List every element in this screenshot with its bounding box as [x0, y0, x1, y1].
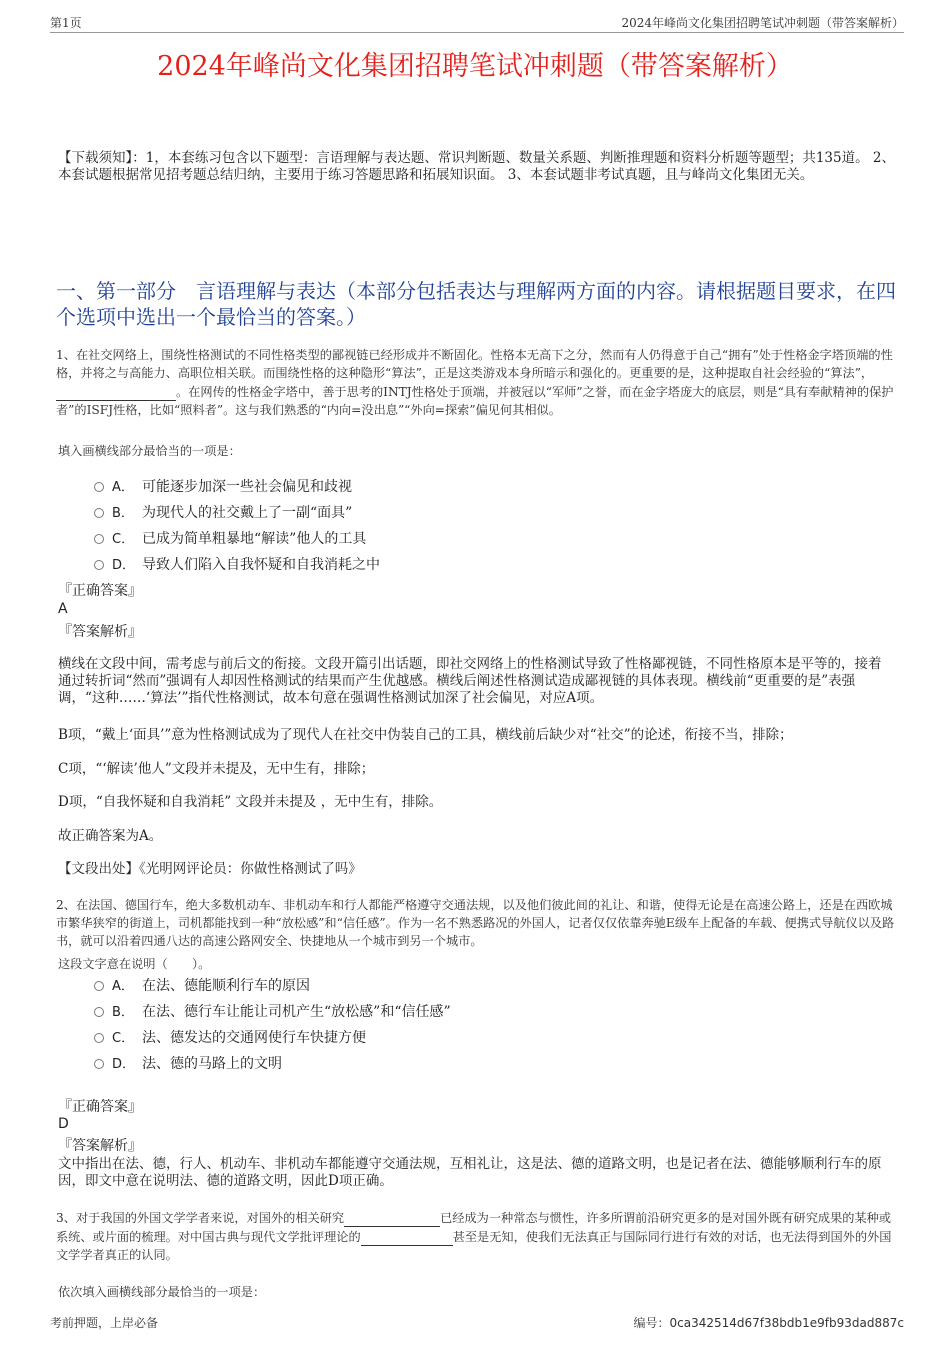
analysis-paragraph: D项，“自我怀疑和自我消耗” 文段并未提及 ，无中生有，排除。	[58, 794, 443, 810]
radio-icon[interactable]	[94, 1007, 104, 1017]
question-1-stem: 1、在社交网络上，围绕性格测试的不同性格类型的鄙视链已经形成并不断固化。性格本无高下之分，然而有人仍得意于自己“拥有”处于性格金字塔顶端的性格，并将之与高能力、高职位相关联。而围绕性格的这种隐形“算法”，正是这类游戏本身所暗示和强化的。更重要的是，这种提取自社会经验的“算法”， 。在网传的性格金字塔中，善于思考的INTJ性格处于顶端，并被冠以“军师”之誉，而在金字塔庞大的底层，则是“具有奉献精神的保护者”的ISFJ性格，比如“照料者”。这与我们熟悉的“内向=没出息”“外向=探索”偏见何其相似。	[56, 348, 894, 417]
page-header	[50, 14, 904, 33]
analysis-label: 『答案解析』	[58, 624, 142, 640]
document-title: 2024年峰尚文化集团招聘笔试冲刺题（带答案解析）	[157, 51, 793, 82]
correct-answer-label: 『正确答案』	[58, 583, 142, 599]
option-b[interactable]: B． 在法、德行车让能让司机产生“放松感”和“信任感”	[94, 999, 451, 1025]
page-footer	[50, 1314, 904, 1331]
radio-icon[interactable]	[94, 534, 104, 544]
option-c[interactable]: C． 已成为简单粗暴地“解读”他人的工具	[94, 526, 380, 552]
passage-source: 【文段出处】《光明网评论员：你做性格测试了吗》	[58, 861, 362, 877]
page-number: 第1页	[50, 16, 82, 30]
radio-icon[interactable]	[94, 981, 104, 991]
analysis-paragraph: 横线在文段中间，需考虑与前后文的衔接。文段开篇引出话题，即社交网络上的性格测试导致了性格鄙视链，不同性格原本是平等的，接着通过转折词“然而”强调有人却因性格测试的结果而产生优越感。横线后阐述性格测试造成鄙视链的具体表现。横线前“更重要的是”表强调，“这种……‘算法’”指代性格测试，故本句意在强调性格测试加深了社会偏见，对应A项。	[58, 656, 882, 706]
fill-blank	[344, 1208, 440, 1227]
question-2-stem: 2、在法国、德国行车，绝大多数机动车、非机动车和行人都能严格遵守交通法规，以及他们彼此间的礼让、和谐，使得无论是在高速公路上，还是在西欧城市繁华狭窄的街道上，司机都能找到一种“放松感”和“信任感”。作为一名不熟悉路况的外国人，记者仅仅依靠奔驰E级车上配备的车载、便携式导航仪以及路书，就可以沿着四通八达的高速公路网安全、快捷地从一个城市到另一个城市。	[56, 898, 895, 948]
analysis-label: 『答案解析』	[58, 1138, 142, 1154]
section-title: 一、第一部分 言语理解与表达（本部分包括表达与理解两方面的内容。请根据题目要求，在四个选项中选出一个最恰当的答案。）	[56, 279, 896, 329]
analysis-paragraph: 文中指出在法、德，行人、机动车、非机动车都能遵守交通法规，互相礼让，这是法、德的道路文明，也是记者在法、德能够顺利行车的原因，即文中意在说明法、德的道路文明，因此D项正确。	[58, 1156, 882, 1189]
download-notice: 【下载须知】：1，本套练习包含以下题型：言语理解与表达题、常识判断题、数量关系题、判断推理题和资料分析题等题型；共135道。 2、本套试题根据常见招考题总结归纳，主要用于练习答题思路和拓展知识面。 3、本套试题非考试真题，且与峰尚文化集团无关。	[58, 150, 895, 183]
radio-icon[interactable]	[94, 482, 104, 492]
option-b[interactable]: B． 为现代人的社交戴上了一副“面具”	[94, 500, 380, 526]
radio-icon[interactable]	[94, 1033, 104, 1043]
radio-icon[interactable]	[94, 1059, 104, 1069]
correct-answer-label: 『正确答案』	[58, 1099, 142, 1115]
radio-icon[interactable]	[94, 508, 104, 518]
header-doc-title: 2024年峰尚文化集团招聘笔试冲刺题（带答案解析）	[621, 16, 904, 30]
analysis-paragraph: C项，“‘解读’他人”文段并未提及，无中生有，排除；	[58, 761, 375, 777]
option-c[interactable]: C． 法、德发达的交通网使行车快捷方便	[94, 1025, 451, 1051]
question-3-prompt: 依次填入画横线部分最恰当的一项是：	[58, 1285, 266, 1299]
footer-serial: 编号：0ca342514d67f38bdb1e9fb93dad887c	[633, 1316, 904, 1330]
option-d[interactable]: D． 法、德的马路上的文明	[94, 1051, 451, 1077]
question-2-prompt: 这段文字意在说明（ ）。	[58, 957, 211, 971]
correct-answer: A	[58, 601, 68, 617]
option-a[interactable]: A． 在法、德能顺利行车的原因	[94, 973, 451, 999]
fill-blank	[361, 1227, 453, 1246]
question-3-stem: 3、对于我国的外国文学学者来说，对国外的相关研究 已经成为一种常态与惯性，许多所谓前沿研究更多的是对国外既有研究成果的某种或系统、或片面的梳理。对中国古典与现代文学批评理论的 甚至是无知，使我们无法真正与国际同行进行有效的对话，也无法得到国外的外国文学学者真正的认同。	[56, 1208, 901, 1264]
correct-answer: D	[58, 1116, 69, 1132]
fill-blank	[56, 382, 176, 401]
analysis-paragraph: 故正确答案为A。	[58, 828, 163, 844]
option-d[interactable]: D． 导致人们陷入自我怀疑和自我消耗之中	[94, 552, 380, 578]
option-a[interactable]: A． 可能逐步加深一些社会偏见和歧视	[94, 474, 380, 500]
question-1-prompt: 填入画横线部分最恰当的一项是：	[58, 444, 241, 458]
question-1-options	[94, 474, 380, 578]
question-2-options	[94, 973, 451, 1077]
analysis-paragraph: B项，“戴上‘面具’”意为性格测试成为了现代人在社交中伪装自己的工具，横线前后缺少对“社交”的论述，衔接不当，排除；	[58, 727, 793, 743]
radio-icon[interactable]	[94, 560, 104, 570]
footer-slogan: 考前押题，上岸必备	[50, 1316, 159, 1330]
